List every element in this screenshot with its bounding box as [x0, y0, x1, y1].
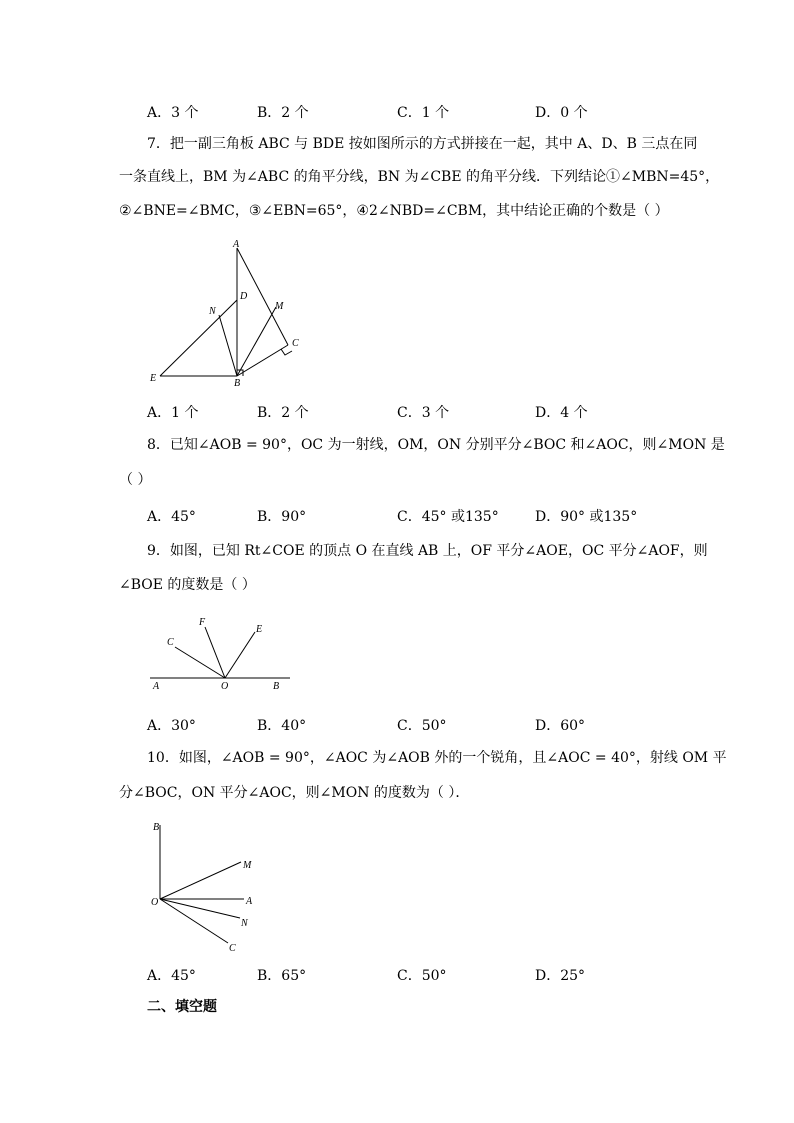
q10-label-b: B [153, 822, 160, 833]
q9-label-f: F [199, 617, 206, 628]
q9-label-b: B [273, 681, 280, 692]
q10-stem-line-2: 分∠BOC，ON 平分∠AOC，则∠MON 的度数为（ ）． [119, 785, 470, 801]
q10-ray-om [160, 862, 241, 899]
q10-option-a: A．45° [147, 968, 196, 984]
q9-ray-oc [175, 647, 225, 678]
q10-label-o: O [151, 897, 159, 908]
q9-stem-line-1: 9．如图，已知 Rt∠COE 的顶点 O 在直线 AB 上，OF 平分∠AOE，OC 平分∠AOF，则 [147, 543, 708, 559]
q8-option-a: A．45° [147, 509, 196, 525]
q10-label-m: M [243, 860, 252, 871]
q9-option-a: A．30° [147, 718, 196, 734]
q7-segment-bc [237, 345, 288, 376]
q7-label-e: E [150, 373, 157, 384]
q10-option-b: B．65° [257, 968, 307, 984]
q7-label-m: M [275, 301, 284, 312]
q6-option-a: A．3 个 [147, 105, 199, 121]
q8-option-d: D．90° 或135° [535, 509, 638, 525]
q7-stem-line-1: 7．把一副三角板 ABC 与 BDE 按如图所示的方式拼接在一起，其中 A、D、B 三点在同 [147, 136, 698, 152]
q10-label-a: A [246, 896, 253, 907]
q8-stem-line-1: 8．已知∠AOB = 90°，OC 为一射线，OM，ON 分别平分∠BOC 和∠AOC，则∠MON 是 [147, 437, 725, 453]
q6-option-c: C．1 个 [397, 105, 450, 121]
q9-label-c: C [167, 637, 174, 648]
q7-right-angle-c [281, 349, 292, 355]
q7-label-a: A [233, 239, 240, 250]
q7-label-d: D [240, 291, 248, 302]
q10-label-c: C [229, 943, 236, 954]
q7-option-b: B．2 个 [257, 405, 309, 421]
q7-stem-line-2: 一条直线上，BM 为∠ABC 的角平分线，BN 为∠CBE 的角平分线．下列结论①∠MBN=45°， [119, 169, 720, 185]
q7-option-a: A．1 个 [147, 405, 199, 421]
q9-stem-line-2: ∠BOE 的度数是（ ） [119, 577, 256, 593]
q7-label-b: B [234, 378, 241, 389]
q9-label-a: A [153, 681, 160, 692]
q8-option-b: B．90° [257, 509, 307, 525]
q10-label-n: N [241, 918, 248, 929]
section-title-fill-in: 二、填空题 [147, 999, 217, 1015]
q7-figure [140, 236, 310, 396]
q6-option-d: D．0 个 [535, 105, 588, 121]
q9-option-c: C．50° [397, 718, 447, 734]
q9-ray-oe [225, 632, 255, 678]
q8-option-c: C．45° 或135° [397, 509, 499, 525]
q7-option-d: D．4 个 [535, 405, 588, 421]
q9-figure [140, 612, 300, 697]
q10-ray-oc [160, 899, 228, 943]
q10-stem-line-1: 10．如图，∠AOB = 90°，∠AOC 为∠AOB 外的一个锐角，且∠AOC = 40°，射线 OM 平 [147, 750, 727, 766]
q7-stem-line-3: ②∠BNE=∠BMC，③∠EBN=65°，④2∠NBD=∠CBM，其中结论正确的个数是（ ） [119, 203, 669, 219]
q9-label-o: O [221, 681, 229, 692]
q6-option-b: B．2 个 [257, 105, 309, 121]
q7-segment-bm [237, 307, 276, 376]
q7-segment-bn [219, 315, 237, 376]
q9-ray-of [205, 627, 225, 678]
q7-option-c: C．3 个 [397, 405, 450, 421]
q7-label-n: N [209, 306, 216, 317]
q8-stem-line-2: （ ） [119, 472, 152, 488]
q10-ray-on [160, 899, 240, 918]
q7-label-c: C [292, 338, 299, 349]
q9-label-e: E [256, 624, 263, 635]
q9-option-b: B．40° [257, 718, 307, 734]
q10-option-c: C．50° [397, 968, 447, 984]
q10-option-d: D．25° [535, 968, 586, 984]
q10-figure [140, 815, 270, 955]
q9-option-d: D．60° [535, 718, 586, 734]
